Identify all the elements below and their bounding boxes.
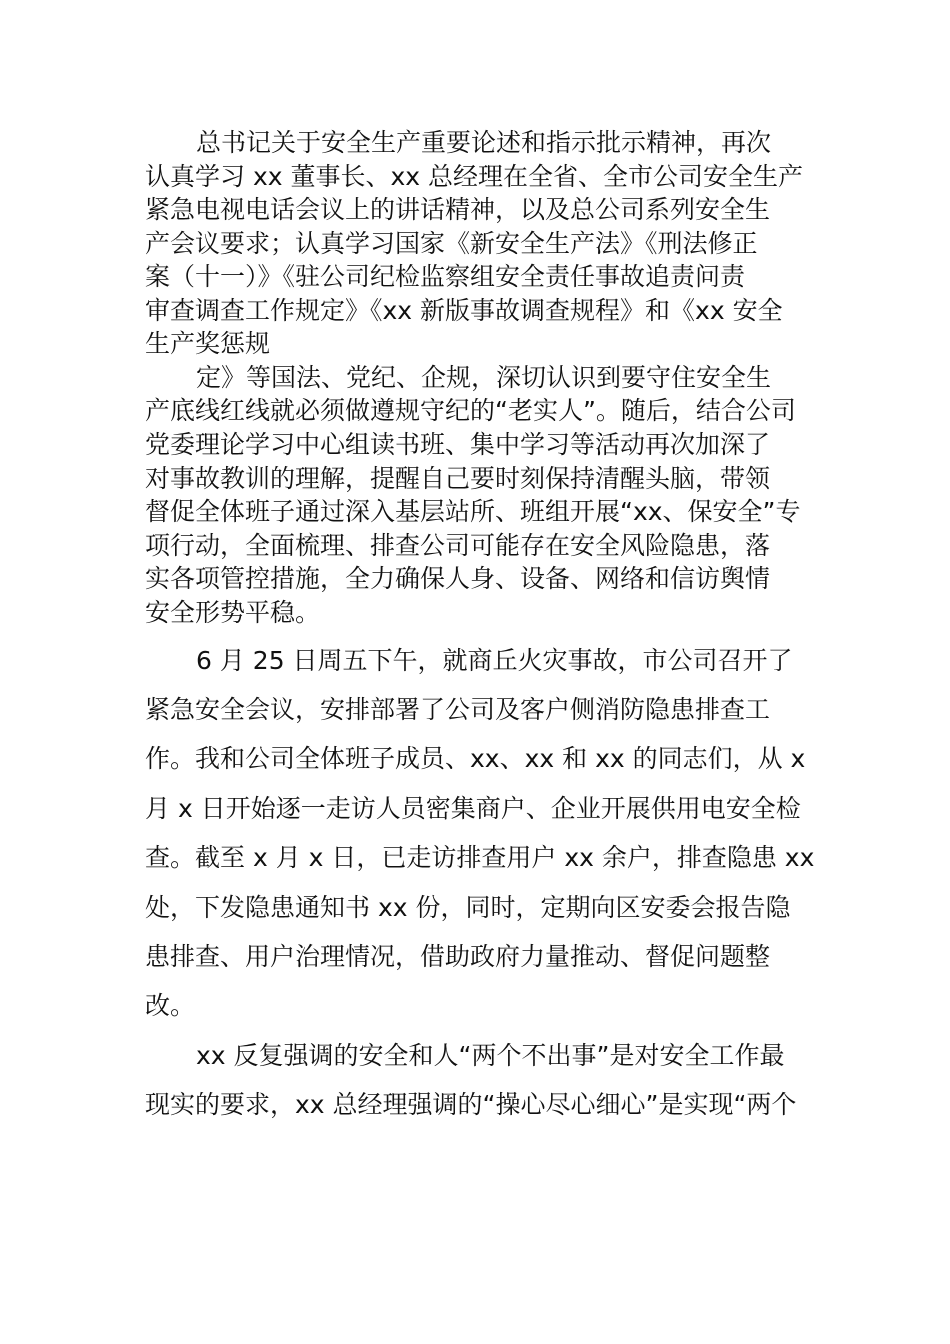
- paragraph-1-line-5: 案（十一）》《驻公司纪检监察组安全责任事故追责问责: [145, 262, 746, 291]
- paragraph-2-line-1: 定》等国法、党纪、企规，深切认识到要守住安全生: [196, 363, 772, 392]
- paragraph-2-line-8: 安全形势平稳。: [145, 598, 321, 627]
- paragraph-4-line-2: 现实的要求，xx 总经理强调的“操心尽心细心”是实现“两个: [145, 1090, 797, 1119]
- paragraph-2-line-7: 实各项管控措施，全力确保人身、设备、网络和信访舆情: [145, 564, 771, 593]
- paragraph-2-line-4: 对事故教训的理解，提醒自己要时刻保持清醒头脑，带领: [145, 464, 771, 493]
- paragraph-1-line-2: 认真学习 xx 董事长、xx 总经理在全省、全市公司安全生产: [145, 162, 804, 191]
- paragraph-1-line-7: 生产奖惩规: [145, 329, 271, 358]
- paragraph-3-line-8: 改。: [145, 991, 196, 1020]
- paragraph-1-line-1: 总书记关于安全生产重要论述和指示批示精神，再次: [196, 128, 772, 157]
- paragraph-2-line-6: 项行动，全面梳理、排查公司可能存在安全风险隐患，落: [145, 531, 771, 560]
- paragraph-1-line-4: 产会议要求；认真学习国家《新安全生产法》《刑法修正: [145, 229, 758, 258]
- paragraph-3-line-2: 紧急安全会议，安排部署了公司及客户侧消防隐患排查工: [145, 695, 771, 724]
- paragraph-3-line-7: 患排查、用户治理情况，借助政府力量推动、督促问题整: [145, 942, 771, 971]
- paragraph-3-line-1: 6 月 25 日周五下午，就商丘火灾事故，市公司召开了: [196, 646, 793, 675]
- paragraph-3-line-5: 查。截至 x 月 x 日，已走访排查用户 xx 余户，排查隐患 xx: [145, 843, 815, 872]
- paragraph-4-line-1: xx 反复强调的安全和人“两个不出事”是对安全工作最: [196, 1041, 785, 1070]
- paragraph-2-line-2: 产底线红线就必须做遵规守纪的“老实人”。随后，结合公司: [145, 396, 796, 425]
- paragraph-3-line-3: 作。我和公司全体班子成员、xx、xx 和 xx 的同志们，从 x: [145, 744, 806, 773]
- paragraph-1-line-3: 紧急电视电话会议上的讲话精神，以及总公司系列安全生: [145, 195, 771, 224]
- paragraph-3-line-6: 处，下发隐患通知书 xx 份，同时，定期向区安委会报告隐: [145, 893, 791, 922]
- paragraph-3-line-4: 月 x 日开始逐一走访人员密集商户、企业开展供用电安全检: [145, 794, 801, 823]
- paragraph-2-line-5: 督促全体班子通过深入基层站所、班组开展“xx、保安全”专: [145, 497, 801, 526]
- paragraph-1-line-6: 审查调查工作规定》《xx 新版事故调查规程》和《xx 安全: [145, 296, 783, 325]
- paragraph-2-line-3: 党委理论学习中心组读书班、集中学习等活动再次加深了: [145, 430, 771, 459]
